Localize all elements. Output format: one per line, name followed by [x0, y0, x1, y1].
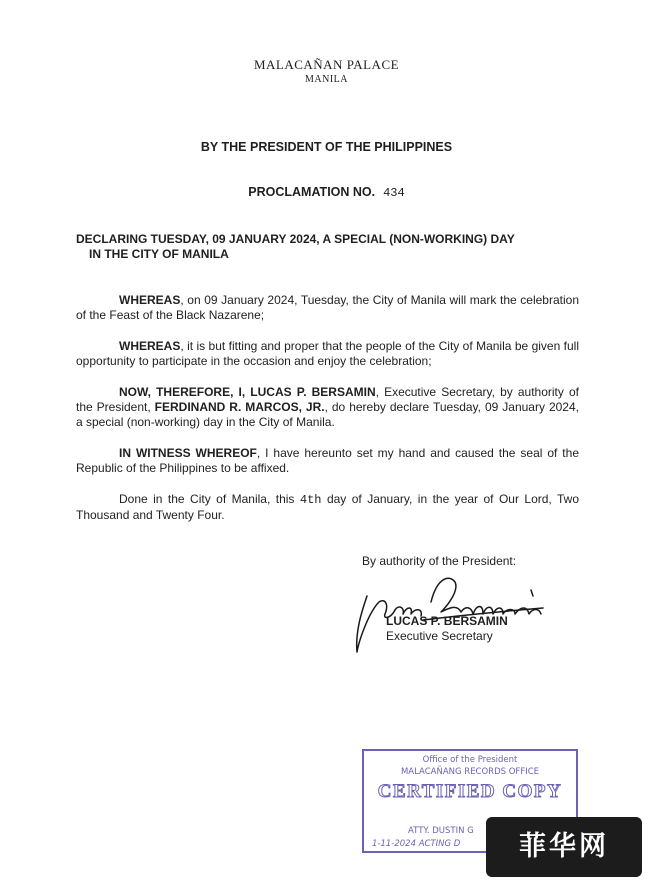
stamp-certified-copy: CERTIFIED COPY [377, 781, 563, 802]
stamp-date-acting: 1-11-2024 ACTING D [372, 839, 461, 849]
president-name: FERDINAND R. MARCOS, JR. [154, 400, 325, 414]
document-title [76, 232, 596, 262]
whereas-1-lead: WHEREAS [119, 293, 181, 307]
done-text-1: Done in the City of Manila, this [119, 492, 300, 506]
title-line-1: DECLARING TUESDAY, 09 JANUARY 2024, A SPECIAL (NON-WORKING) DAY [76, 232, 515, 246]
stamp-attorney: ATTY. DUSTIN G [408, 826, 474, 836]
proclamation-line [0, 185, 653, 200]
stamp-office: Office of the President [422, 755, 518, 765]
done-day: 4th [299, 493, 322, 507]
witness-paragraph [76, 446, 579, 476]
header-palace: MALACAÑAN PALACE [253, 57, 400, 72]
declare-lead: NOW, THEREFORE, I, LUCAS P. BERSAMIN [119, 385, 376, 399]
declare-text-1: , Executive Secretary, by authority of the President, [76, 385, 579, 414]
proclamation-number: 434 [383, 186, 405, 200]
proclamation-label: PROCLAMATION NO. [248, 185, 376, 199]
byline: BY THE PRESIDENT OF THE PHILIPPINES [200, 140, 453, 154]
whereas-2-text: , it is but fitting and proper that the people of the City of Manila be given full opportunity to participate in the occasion and enjoy the celebration; [76, 339, 579, 368]
done-text-2: day of January, in the year of Our Lord, Two Thousand and Twenty Four. [76, 492, 579, 522]
stamp-records-office: MALACAÑANG RECORDS OFFICE [400, 767, 540, 777]
whereas-1-text: , on 09 January 2024, Tuesday, the City of Manila will mark the celebration of the Feast of the Black Nazarene; [76, 293, 579, 322]
done-paragraph [76, 492, 579, 523]
whereas-2-lead: WHEREAS [119, 339, 181, 353]
title-line-2: IN THE CITY OF MANILA [89, 247, 229, 261]
header-city: MANILA [305, 74, 348, 85]
whereas-paragraph-2 [76, 339, 579, 369]
by-authority-line: By authority of the President: [362, 554, 517, 568]
witness-text: , I have hereunto set my hand and caused the seal of the Republic of the Philippines to be affixed. [76, 446, 579, 475]
signatory-title: Executive Secretary [386, 629, 493, 643]
declare-text-2: , do hereby declare Tuesday, 09 January 2024, a special (non-working) day in the City of Manila. [76, 400, 579, 429]
declaration-paragraph [76, 385, 579, 430]
signatory-name: LUCAS P. BERSAMIN [386, 614, 508, 628]
whereas-paragraph-1 [76, 293, 579, 323]
watermark-logo: 菲华网 [486, 817, 642, 877]
witness-lead: IN WITNESS WHEREOF [119, 446, 257, 460]
